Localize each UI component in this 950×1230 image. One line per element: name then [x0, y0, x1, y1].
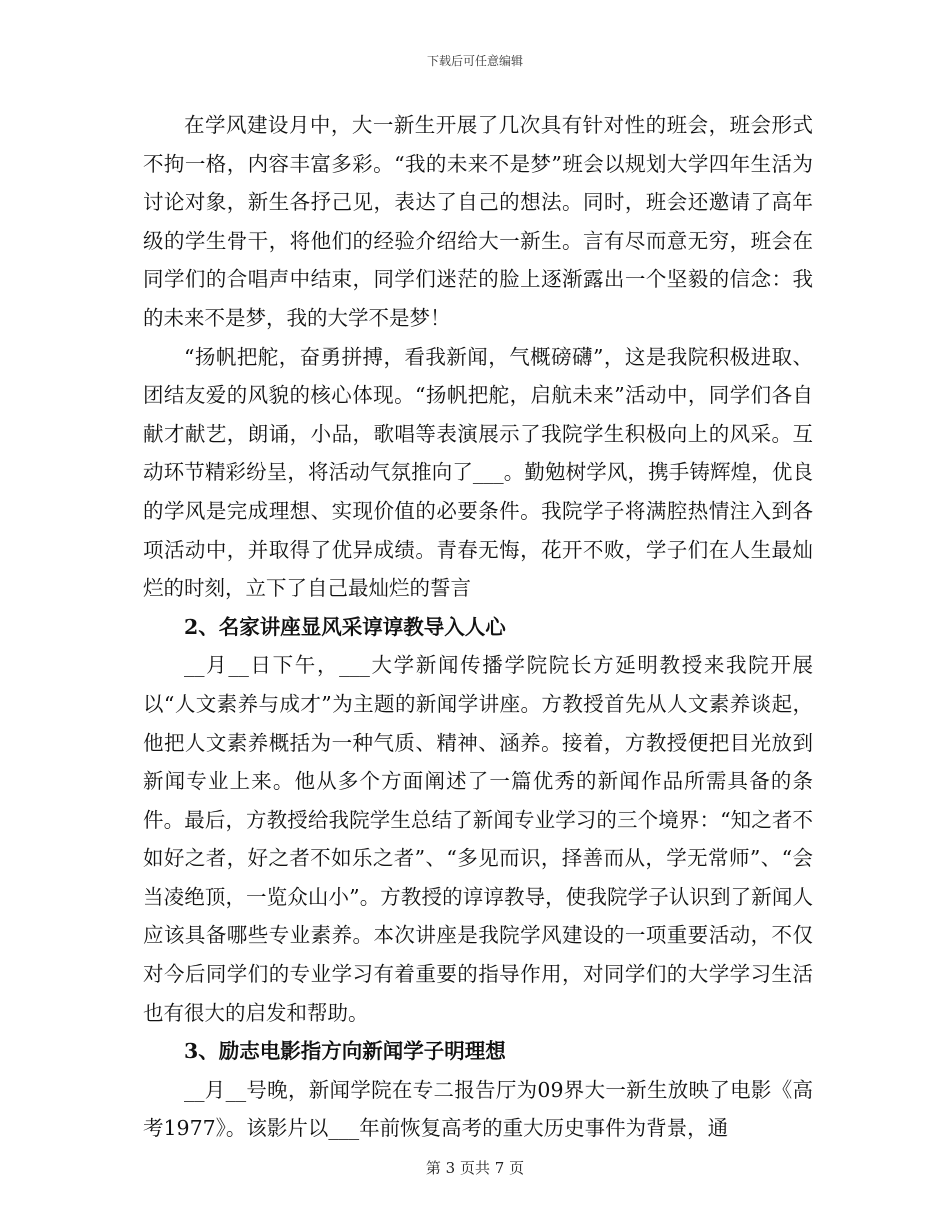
paragraph-sail-activity: “扬帆把舵，奋勇拼搏，看我新闻，气概磅礴”，这是我院积极进取、团结友爱的风貌的核心体现。“扬帆把舵，启航未来”活动中，同学们各自献才献艺，朗诵，小品，歌唱等表演展示了我院学生积极向上的风采。互动环节精彩纷呈，将活动气氛推向了___。勤勉树学风，携手铸辉煌，优良的学风是完成理想、实现价值的必要条件。我院学子将满腔热情注入到各项活动中，并取得了优异成绩。青春无悔，花开不败，学子们在人生最灿烂的时刻，立下了自己最灿烂的誓言	[143, 344, 813, 601]
page-footer: 第 3 页共 7 页	[425, 1159, 525, 1177]
paragraph-film: __月__号晚，新闻学院在专二报告厅为09界大一新生放映了电影《高考1977》。该影片以___年前恢复高考的重大历史事件为背景，通	[143, 1077, 813, 1141]
paragraph-lecture: __月__日下午，___大学新闻传播学院院长方延明教授来我院开展以“人文素养与成才”为主题的新闻学讲座。方教授首先从人文素养谈起，他把人文素养概括为一种气质、精神、涵养。接着，方教授便把目光放到新闻专业上来。他从多个方面阐述了一篇优秀的新闻作品所需具备的条件。最后，方教授给我院学生总结了新闻专业学习的三个境界：“知之者不如好之者，好之者不如乐之者”、“多见而识，择善而从，学无常师”、“会当凌绝顶，一览众山小”。方教授的谆谆教导，使我院学子认识到了新闻人应该具备哪些专业素养。本次讲座是我院学风建设的一项重要活动，不仅对今后同学们的专业学习有着重要的指导作用，对同学们的大学学习生活也有很大的启发和帮助。	[143, 653, 813, 1025]
page-header: 下载后可任意编辑	[426, 54, 523, 68]
paragraph-class-meetings: 在学风建设月中，大一新生开展了几次具有针对性的班会，班会形式不拘一格，内容丰富多彩。“我的未来不是梦”班会以规划大学四年生活为讨论对象，新生各抒己见，表达了自己的想法。同时，班会还邀请了高年级的学生骨干，将他们的经验介绍给大一新生。言有尽而意无穷，班会在同学们的合唱声中结束，同学们迷茫的脸上逐渐露出一个坚毅的信念：我的未来不是梦，我的大学不是梦！	[143, 113, 813, 330]
section-heading-lecture: 2、名家讲座显风采谆谆教导入人心	[184, 614, 506, 639]
section-heading-film: 3、励志电影指方向新闻学子明理想	[184, 1039, 506, 1064]
document-body	[143, 106, 813, 1148]
